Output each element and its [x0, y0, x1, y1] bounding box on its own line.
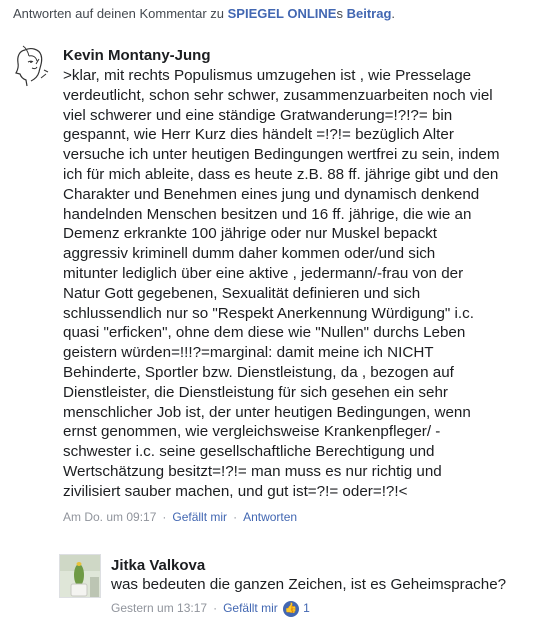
separator-dot: ·	[162, 509, 167, 524]
reply-like-count[interactable]: 1	[303, 601, 310, 616]
comment-text: >klar, mit rechts Populismus umzugehen ist , wie Presselage verdeutlicht, schon sehr schwer, zusammenzuarbeiten noch viel viel schwerer und eine ständige Gratwanderung=!?!?= bin gespannt, wie Herr Kurz dies händelt =!?!= bezüglich Alter versuche ich unter heutigen Bedingungen wertfrei zu sein, indem ich für mich ableite, dass es heute z.B. 88 ff. jährige gibt und den Charakter und Benehmen eines jung und dynamisch denkend handelnden Menschen besitzen und 16 ff. jährige, die wie an Demenz erkrankte 100 jährige oder nur Muskel bepackt aggressiv kriminell dumm daher kommen oder/und sich mitunter lediglich über eine aktive , jedermann/-frau von der Natur Gott gegebenen, Sexualität definieren und sich schlussendlich nur so "Respekt Anerkennung Würdigung" i.c. quasi "erficken", ohne dem diese wie "Nullen" durchs Leben geistern würden=!!!?=marginal: damit meine ich NICHT Behinderte, Sportler bzw. Dienstleistung, da , bezogen auf Dienstleister, die Dienstleistung für sich gesehen ein sehr menschlicher Job ist, der unter heutigen Bedingungen, wenn ernst genommen, wie vergleichsweise Krankenpfleger/ - schwester i.c. seine gesellschaftliche Berechtigung und Wertschätzung besitzt=!?!= man muss es nur richtig und zivilisiert sauber machen, und gut ist=?!= oder=!?!<	[63, 67, 500, 500]
reply-author[interactable]: Jitka Valkova	[111, 557, 206, 574]
header-prefix: Antworten auf deinen Kommentar zu	[13, 6, 228, 21]
header-suffix: .	[391, 6, 396, 21]
notification-header	[13, 6, 395, 21]
separator-dot: ·	[213, 601, 218, 616]
reply-time[interactable]: Gestern um 13:17	[111, 601, 208, 616]
reply-actions	[111, 601, 526, 617]
cactus-photo-icon	[60, 555, 100, 597]
thumbs-up-icon[interactable]: 👍	[283, 601, 299, 617]
comment-time[interactable]: Am Do. um 09:17	[63, 509, 157, 524]
header-possessive: s	[336, 6, 347, 21]
comment	[63, 47, 525, 524]
comment-actions	[63, 510, 525, 524]
reply-author-avatar[interactable]	[59, 554, 101, 598]
reply	[111, 557, 526, 617]
reply-text: was bedeuten die ganzen Zeichen, ist es Geheimsprache?	[111, 576, 507, 593]
reply-like-button[interactable]: Gefällt mir	[223, 601, 278, 616]
page-link[interactable]: SPIEGEL ONLINE	[227, 6, 337, 21]
author-avatar[interactable]	[11, 44, 49, 88]
comment-author[interactable]: Kevin Montany-Jung	[63, 47, 211, 64]
like-button[interactable]: Gefällt mir	[172, 509, 228, 524]
reply-button[interactable]: Antworten	[243, 509, 298, 524]
separator-dot: ·	[233, 509, 238, 524]
post-link[interactable]: Beitrag	[346, 6, 392, 21]
sketch-portrait-icon	[11, 44, 49, 88]
